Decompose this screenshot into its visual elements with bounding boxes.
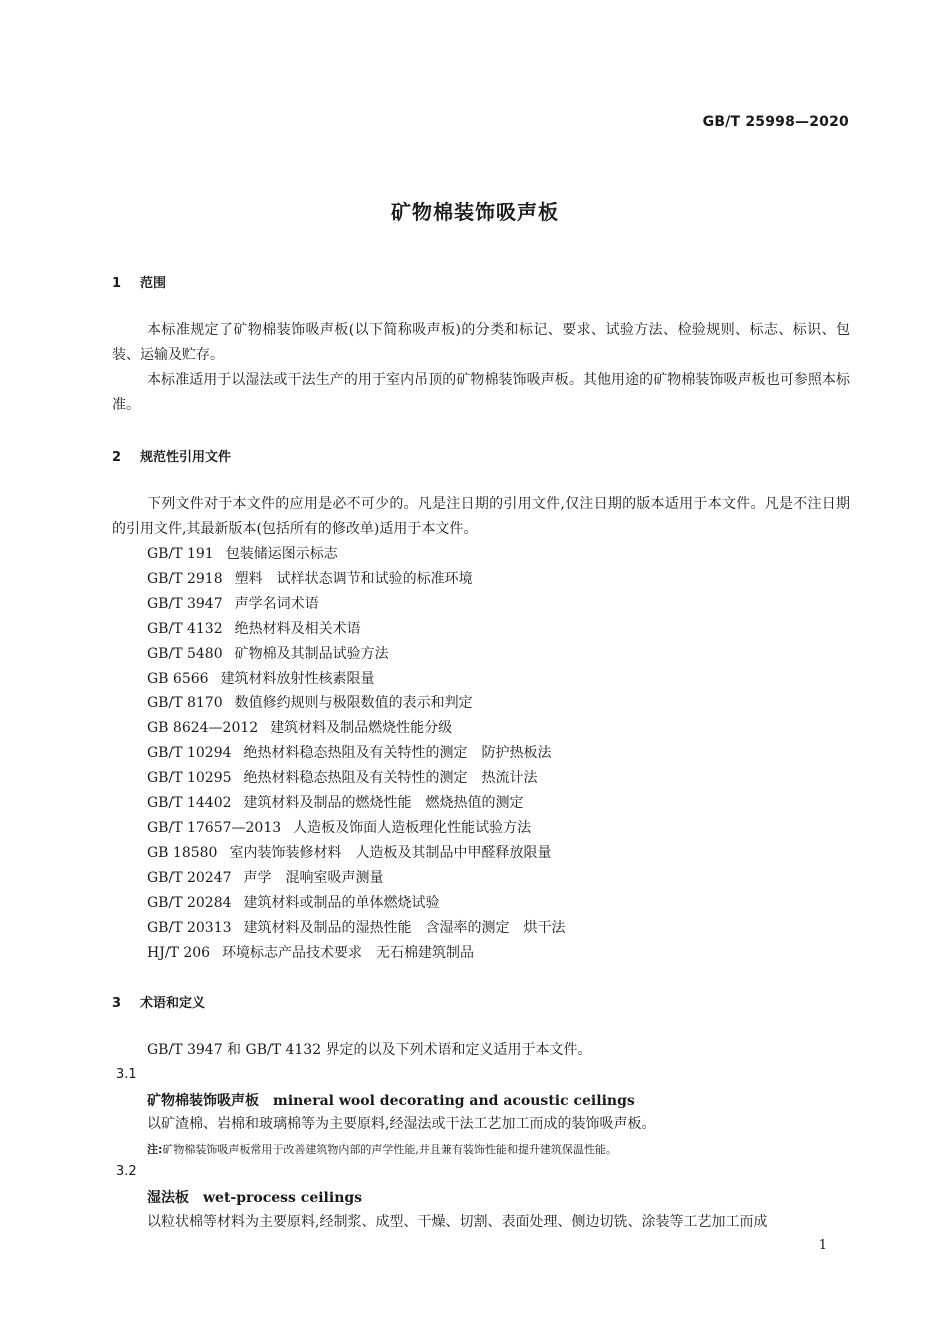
- standard-code: GB/T 25998—2020: [702, 114, 849, 130]
- reference-item: [147, 642, 566, 667]
- section-number: 2: [112, 450, 122, 465]
- reference-title: 建筑材料及制品的燃烧性能 燃烧热值的测定: [243, 795, 524, 812]
- reference-item: [147, 741, 566, 766]
- reference-title: 环境标志产品技术要求 无石棉建筑制品: [222, 944, 475, 961]
- section-title: 术语和定义: [140, 996, 206, 1011]
- section-1-paragraph-2: 本标准适用于以湿法或干法生产的用于室内吊顶的矿物棉装饰吸声板。其他用途的矿物棉装饰吸声板也可参照本标准。: [112, 372, 850, 413]
- reference-item: [147, 567, 566, 592]
- section-1-heading: [112, 272, 166, 291]
- reference-title: 数值修约规则与极限数值的表示和判定: [234, 695, 473, 712]
- reference-item: [147, 941, 566, 966]
- reference-title: 声学 混响室吸声测量: [243, 869, 384, 886]
- reference-code: GB 8624—2012: [147, 720, 259, 737]
- section-2-heading: [112, 446, 231, 465]
- reference-code: GB/T 17657—2013: [147, 819, 282, 836]
- term-definition: 以矿渣棉、岩棉和玻璃棉等为主要原料,经湿法或干法工艺加工而成的装饰吸声板。: [147, 1116, 656, 1132]
- reference-code: GB/T 3947: [147, 595, 223, 612]
- reference-code: GB/T 8170: [147, 695, 223, 712]
- section-3-intro: GB/T 3947 和 GB/T 4132 界定的以及下列术语和定义适用于本文件。: [147, 1042, 592, 1058]
- reference-code: HJ/T 206: [147, 944, 211, 961]
- normative-reference-list: [147, 542, 566, 965]
- reference-item: [147, 791, 566, 816]
- section-number: 3: [112, 996, 122, 1011]
- section-3-heading: [112, 992, 205, 1011]
- section-title: 范围: [140, 276, 167, 291]
- reference-title: 包装储运图示标志: [225, 546, 338, 562]
- reference-code: GB/T 5480: [147, 645, 223, 662]
- reference-code: GB/T 191: [147, 546, 214, 562]
- term-english: wet-process ceilings: [203, 1190, 363, 1206]
- reference-item: [147, 542, 566, 567]
- reference-code: GB/T 10295: [147, 770, 232, 787]
- reference-code: GB/T 2918: [147, 570, 223, 587]
- reference-title: 人造板及饰面人造板理化性能试验方法: [293, 819, 532, 836]
- reference-title: 绝热材料稳态热阻及有关特性的测定 防护热板法: [243, 745, 552, 762]
- term-chinese: 湿法板: [147, 1190, 189, 1206]
- reference-title: 建筑材料或制品的单体燃烧试验: [243, 894, 440, 911]
- section-2-intro: 下列文件对于本文件的应用是必不可少的。凡是注日期的引用文件,仅注日期的版本适用于本文件。凡是不注日期的引用文件,其最新版本(包括所有的修改单)适用于本文件。: [112, 496, 850, 537]
- clause-number: 3.2: [116, 1164, 137, 1179]
- reference-item: [147, 916, 566, 941]
- reference-code: GB/T 20313: [147, 919, 232, 936]
- section-1-paragraph-1: 本标准规定了矿物棉装饰吸声板(以下简称吸声板)的分类和标记、要求、试验方法、检验规则、标志、标识、包装、运输及贮存。: [112, 322, 850, 363]
- term-english: mineral wool decorating and acoustic ceilings: [273, 1093, 635, 1109]
- reference-title: 声学名词术语: [234, 595, 319, 612]
- reference-code: GB/T 10294: [147, 745, 232, 762]
- term-chinese: 矿物棉装饰吸声板: [147, 1093, 259, 1109]
- reference-code: GB 18580: [147, 844, 218, 861]
- reference-title: 绝热材料及相关术语: [234, 620, 361, 637]
- reference-code: GB/T 20247: [147, 869, 232, 886]
- reference-item: [147, 866, 566, 891]
- term-entry: [147, 1187, 362, 1207]
- reference-item: [147, 766, 566, 791]
- reference-item: [147, 816, 566, 841]
- section-number: 1: [112, 276, 122, 291]
- reference-title: 建筑材料放射性核素限量: [220, 670, 375, 687]
- reference-code: GB/T 14402: [147, 795, 232, 812]
- reference-title: 室内装饰装修材料 人造板及其制品中甲醛释放限量: [229, 844, 552, 861]
- term-definition: 以粒状棉等材料为主要原料,经制浆、成型、干燥、切割、表面处理、侧边切铣、涂装等工艺加工而成: [147, 1214, 768, 1230]
- reference-title: 建筑材料及制品的湿热性能 含湿率的测定 烘干法: [243, 919, 566, 936]
- reference-title: 塑料 试样状态调节和试验的标准环境: [234, 570, 473, 587]
- reference-code: GB 6566: [147, 670, 209, 687]
- reference-code: GB/T 4132: [147, 620, 223, 637]
- reference-item: [147, 667, 566, 692]
- reference-title: 建筑材料及制品燃烧性能分级: [270, 720, 453, 737]
- reference-item: [147, 592, 566, 617]
- reference-item: [147, 841, 566, 866]
- clause-number: 3.1: [116, 1067, 137, 1082]
- document-title: 矿物棉装饰吸声板: [391, 200, 559, 224]
- reference-item: [147, 617, 566, 642]
- reference-title: 绝热材料稳态热阻及有关特性的测定 热流计法: [243, 770, 538, 787]
- reference-item: [147, 691, 566, 716]
- page-number: 1: [818, 1238, 827, 1253]
- term-entry: [147, 1090, 635, 1110]
- term-note: [147, 1141, 617, 1157]
- reference-item: [147, 716, 566, 741]
- reference-title: 矿物棉及其制品试验方法: [234, 645, 389, 662]
- note-label: 注:: [147, 1143, 163, 1156]
- section-title: 规范性引用文件: [140, 450, 232, 465]
- note-text: 矿物棉装饰吸声板常用于改善建筑物内部的声学性能,并且兼有装饰性能和提升建筑保温性能。: [162, 1143, 617, 1156]
- reference-item: [147, 891, 566, 916]
- reference-code: GB/T 20284: [147, 894, 232, 911]
